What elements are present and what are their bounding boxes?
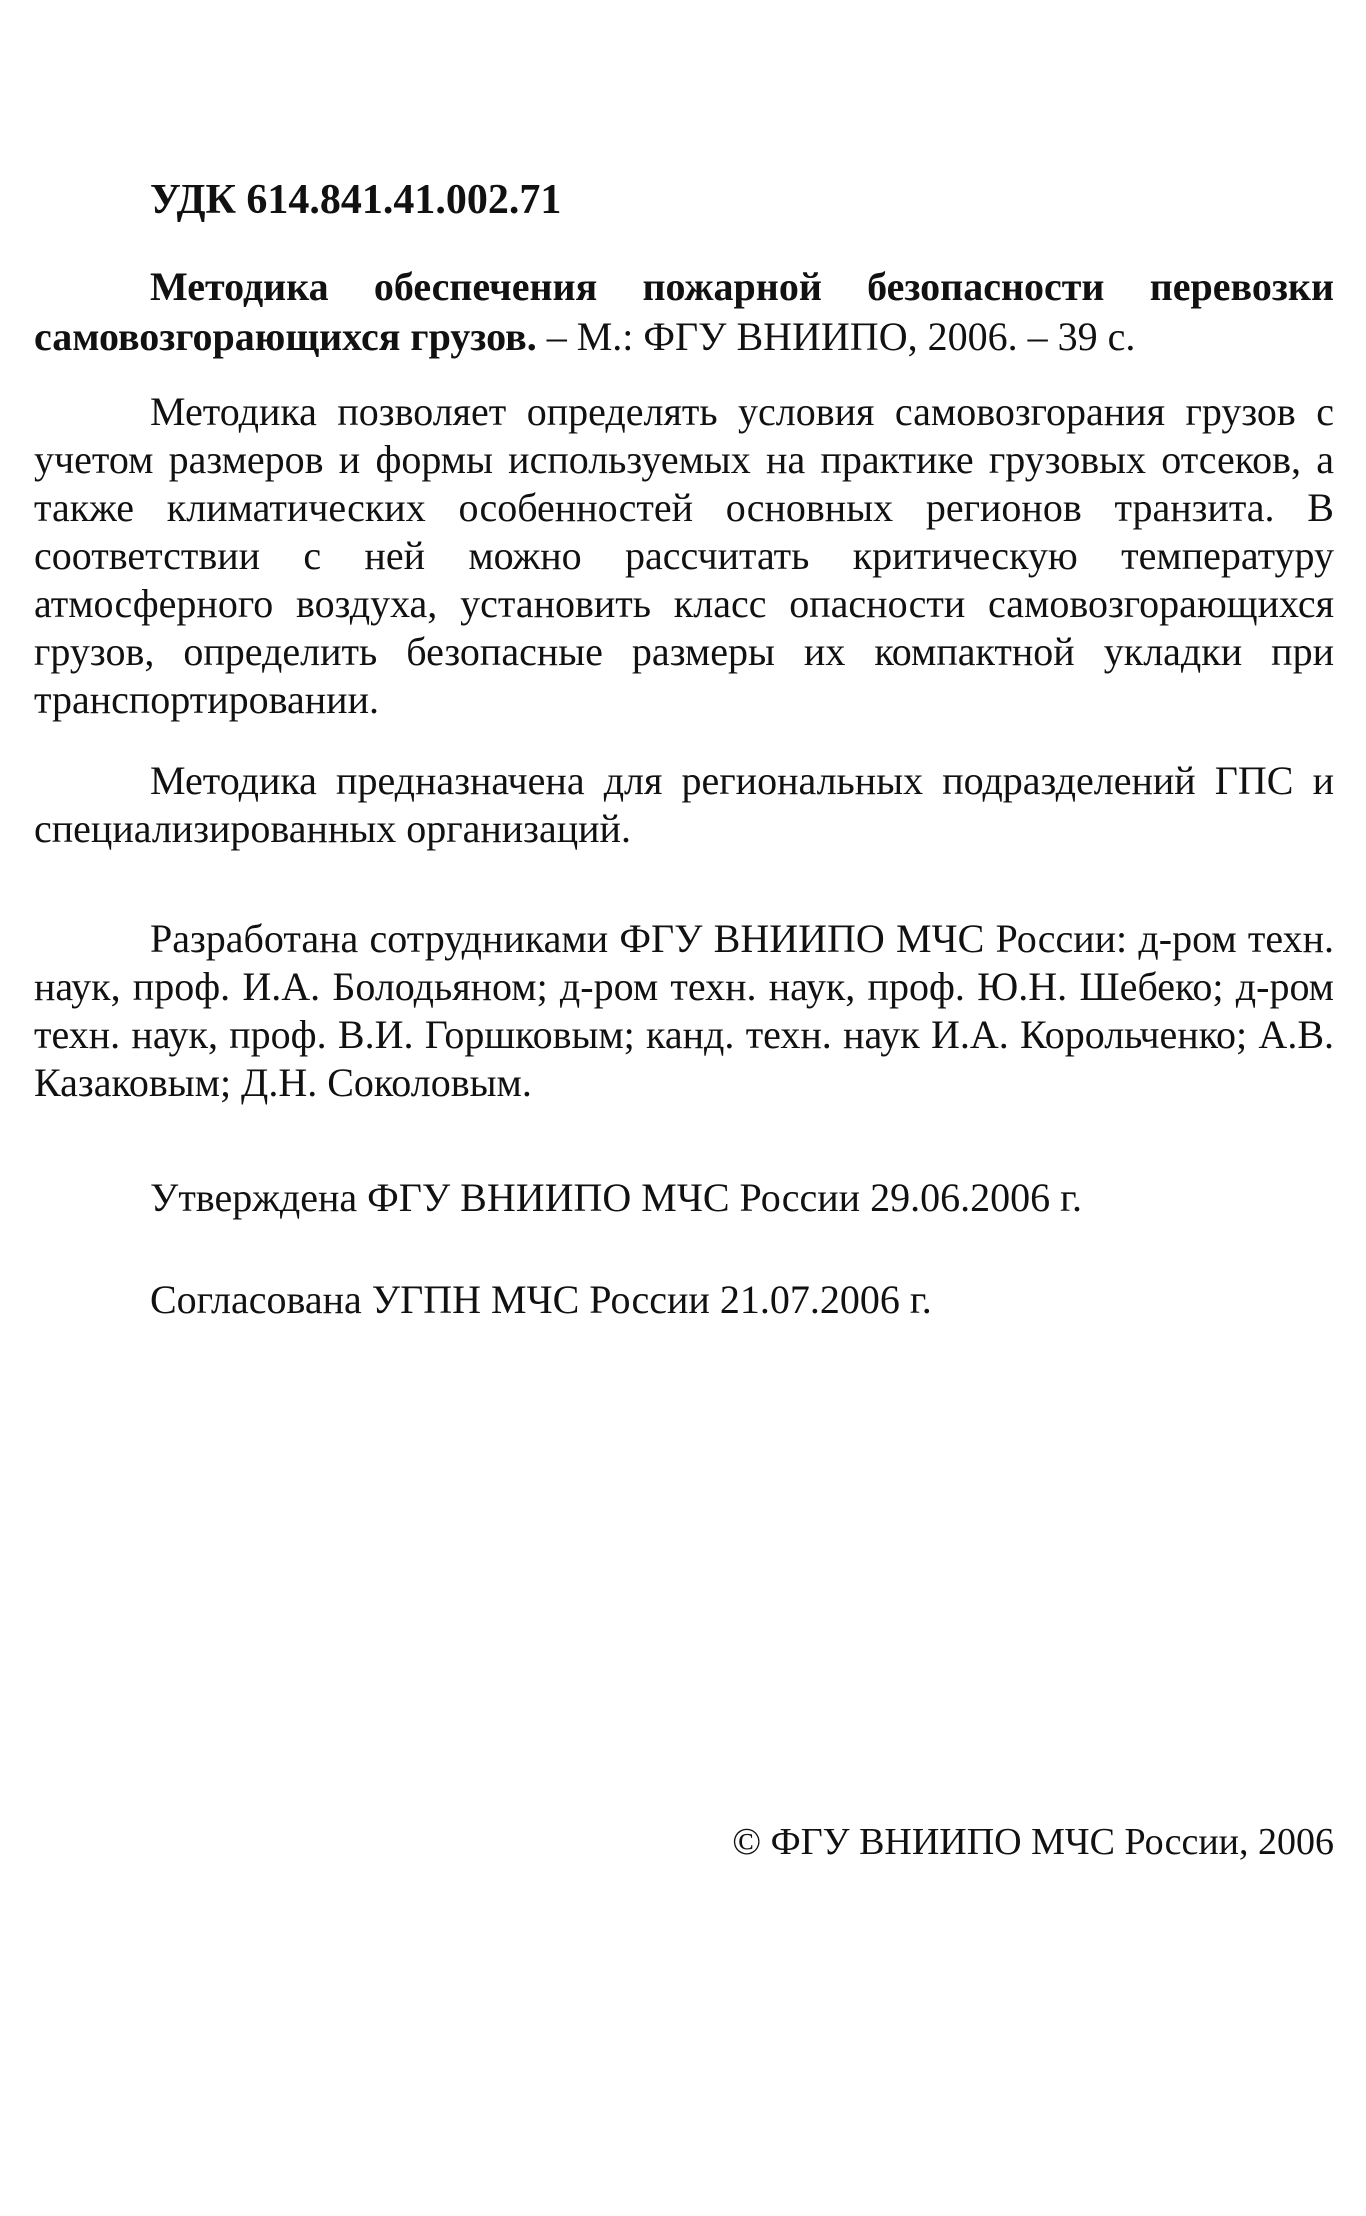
bibliographic-title (34, 262, 1334, 362)
udk-code: УДК 614.841.41.002.71 (150, 177, 562, 223)
authors-paragraph: Разработана сотрудниками ФГУ ВНИИПО МЧС России: д-ром техн. наук, проф. И.А. Болодьяном; д-ром техн. наук, проф. Ю.Н. Шебеко; д-ром техн. наук, проф. В.И. Горшковым; канд. техн. наук И.А. Корольченко; А.В. Казаковым; Д.Н. Соколовым. (34, 916, 1334, 1105)
document-title: Методика обеспечения пожарной безопасности перевозки самовозгорающихся грузов. (34, 264, 1334, 359)
purpose-paragraph: Методика предназначена для региональных подразделений ГПС и специализированных организаций. (34, 758, 1334, 851)
approval-line: Утверждена ФГУ ВНИИПО МЧС России 29.06.2006 г. (150, 1175, 1082, 1220)
abstract-paragraph: Методика позволяет определять условия самовозгорания грузов с учетом размеров и формы используемых на практике грузовых отсеков, а также климатических особенностей основных регионов транзита. В соответствии с ней можно рассчитать критическую температуру атмосферного воздуха, установить класс опасности самовозгорающихся грузов, определить безопасные размеры их компактной укладки при транспортировании. (34, 389, 1334, 722)
publication-info: – М.: ФГУ ВНИИПО, 2006. – 39 с. (536, 314, 1136, 359)
copyright-line: © ФГУ ВНИИПО МЧС России, 2006 (732, 1821, 1334, 1863)
agreement-line: Согласована УГПН МЧС России 21.07.2006 г. (150, 1277, 932, 1322)
